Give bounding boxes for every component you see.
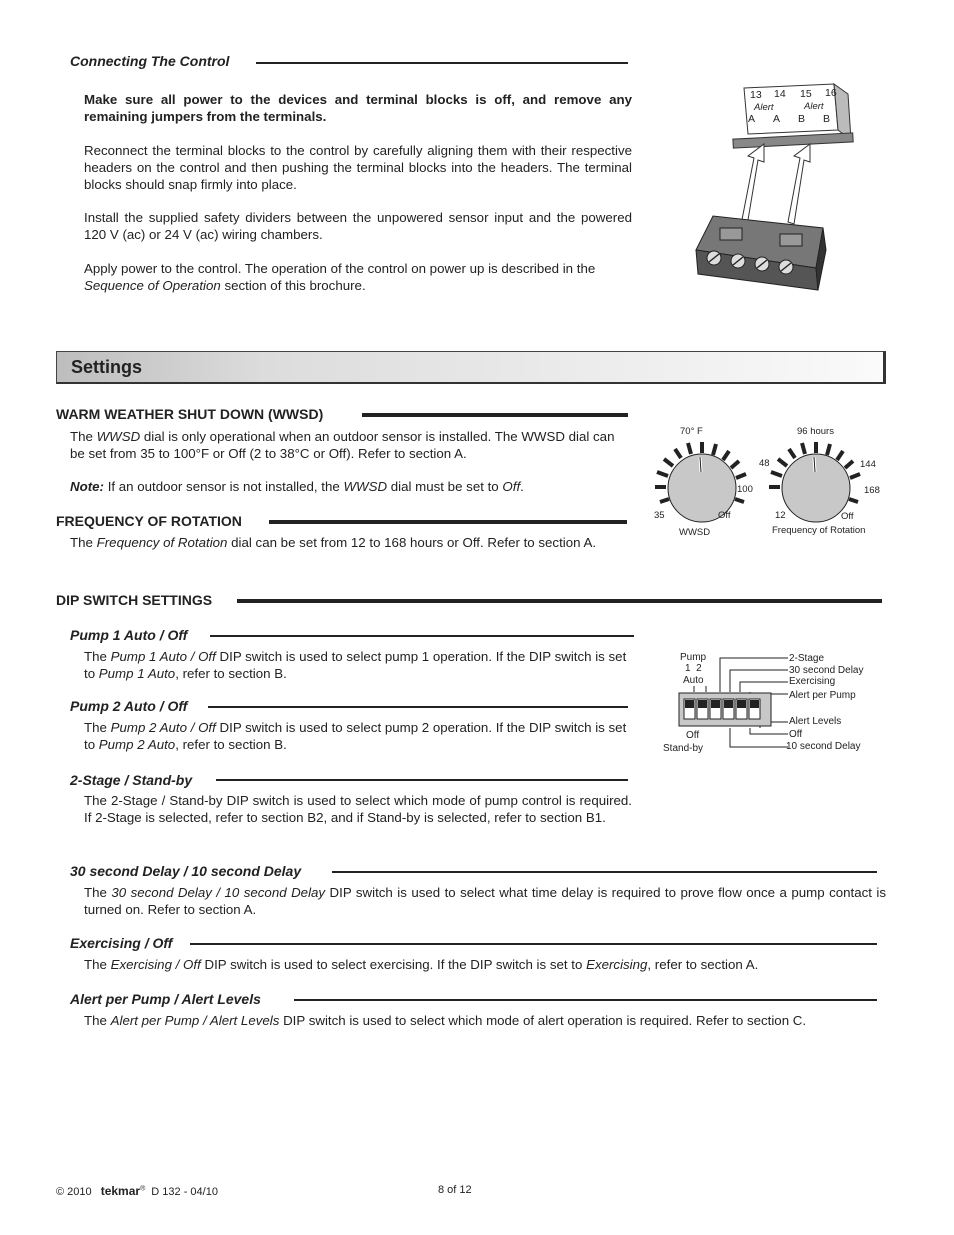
delay-em1: 30 second Delay / 10 second Delay xyxy=(111,885,326,900)
footer-left xyxy=(56,1184,218,1198)
pump2-heading: Pump 2 Auto / Off xyxy=(70,698,188,714)
stage-text: The 2-Stage / Stand-by DIP switch is used to select which mode of pump control is required. If 2-Stage is selected, refer to section B2, and if Stand-by is selected, refer to section B1. xyxy=(84,793,632,825)
wwsd-dial-name: WWSD xyxy=(679,527,711,538)
alert-heading: Alert per Pump / Alert Levels xyxy=(70,991,261,1007)
note-em2: Off xyxy=(502,479,521,494)
footer-doc: D 132 - 04/10 xyxy=(151,1186,218,1198)
dip-r4: Alert per Pump xyxy=(789,690,856,701)
wwsd-dial-min: 35 xyxy=(654,510,665,521)
note-end: . xyxy=(520,479,524,494)
settings-title: Settings xyxy=(71,357,143,377)
freq-dial-48: 48 xyxy=(759,458,770,469)
footer-brand: tekmar xyxy=(100,1184,141,1198)
dip-r2: 30 second Delay xyxy=(789,665,864,676)
term-a-1: A xyxy=(748,113,756,125)
term-alert-1: Alert xyxy=(754,102,774,113)
delay-rule xyxy=(332,871,877,873)
connect-paragraph-3 xyxy=(84,260,632,294)
footer-copyright: © 2010 xyxy=(56,1186,92,1198)
exercise-heading: Exercising / Off xyxy=(70,935,173,951)
delay-b: DIP switch is used to select what time delay is required to prove flow once a pump contact is turned on. Refer to section A. xyxy=(84,885,886,917)
note-label: Note: xyxy=(70,479,104,494)
term-15: 15 xyxy=(800,88,812,100)
note-2: dial must be set to xyxy=(390,479,499,494)
term-alert-2: Alert xyxy=(804,101,824,112)
stage-rule xyxy=(216,779,628,781)
dip-r1: 2-Stage xyxy=(789,653,825,664)
freq-text xyxy=(70,534,650,551)
pump2-em1: Pump 2 Auto / Off xyxy=(110,720,216,735)
exercise-rule xyxy=(190,943,877,945)
exercise-a: The xyxy=(84,957,107,972)
freq-dial-top: 96 hours xyxy=(797,426,834,437)
dip-pump-label: Pump xyxy=(680,652,707,663)
dip-auto-label: Auto xyxy=(683,675,704,686)
wwsd-note xyxy=(70,478,630,495)
freq-t1-em: Frequency of Rotation xyxy=(96,535,228,550)
term-14: 14 xyxy=(774,88,786,100)
dip-standby-label: Stand-by xyxy=(663,743,704,754)
wwsd-t2: dial is only operational when an outdoor sensor is installed. The WWSD dial can be set from 35 to 100°F or Off (2 to 38°C or Off). Refer to section A. xyxy=(70,429,615,461)
p3-post: section of this brochure. xyxy=(224,278,366,293)
wwsd-dial xyxy=(655,442,746,522)
delay-heading: 30 second Delay / 10 second Delay xyxy=(70,863,302,879)
wwsd-text xyxy=(70,428,630,462)
alert-em1: Alert per Pump / Alert Levels xyxy=(110,1013,280,1028)
pump2-em2: Pump 2 Auto xyxy=(98,737,176,752)
dip-r7: 10 second Delay xyxy=(786,741,861,752)
exercise-em1: Exercising / Off xyxy=(110,957,201,972)
pump2-b: DIP switch is used to select pump 2 operation. If the DIP switch is set to xyxy=(84,720,627,752)
footer-reg: ® xyxy=(140,1185,146,1193)
connect-paragraph-1: Reconnect the terminal blocks to the control by carefully aligning them with their respective headers on the control and then pushing the terminal blocks into the headers. The terminal blocks should snap firmly into place. xyxy=(84,143,632,192)
dip-off-label: Off xyxy=(686,730,700,741)
alert-b: DIP switch is used to select which mode of alert operation is required. Refer to section C. xyxy=(283,1013,807,1028)
alert-text xyxy=(84,1012,884,1029)
freq-dial-name: Frequency of Rotation xyxy=(772,525,866,536)
dip-heading-rule xyxy=(237,599,882,603)
exercise-text xyxy=(84,956,884,973)
pump2-rule xyxy=(208,706,628,708)
p3-pre: Apply power to the control. The operation of the control on power up is described in the xyxy=(84,261,596,276)
freq-dial-min: 12 xyxy=(775,510,786,521)
connect-heading-rule xyxy=(256,62,628,64)
note-1: If an outdoor sensor is not installed, the xyxy=(107,479,340,494)
freq-dial-max: 168 xyxy=(864,485,880,496)
delay-text xyxy=(84,884,886,918)
term-a-2: A xyxy=(773,113,781,125)
pump2-text xyxy=(84,719,634,753)
pump2-a: The xyxy=(84,720,107,735)
wwsd-dial-top: 70° F xyxy=(680,426,703,437)
pump1-em2: Pump 1 Auto xyxy=(98,666,176,681)
wwsd-heading: WARM WEATHER SHUT DOWN (WWSD) xyxy=(56,406,324,422)
freq-t1: The xyxy=(70,535,93,550)
freq-dial-144: 144 xyxy=(860,459,876,470)
pump1-a: The xyxy=(84,649,107,664)
pump1-em1: Pump 1 Auto / Off xyxy=(110,649,216,664)
exercise-em2: Exercising xyxy=(586,957,648,972)
wwsd-t1: The xyxy=(70,429,93,444)
term-13: 13 xyxy=(750,89,762,101)
wwsd-t1-em: WWSD xyxy=(96,429,141,444)
stage-heading: 2-Stage / Stand-by xyxy=(70,772,193,788)
pump1-rule xyxy=(210,635,634,637)
dip-heading: DIP SWITCH SETTINGS xyxy=(56,592,213,608)
alert-a: The xyxy=(84,1013,107,1028)
pump1-c: , refer to section B. xyxy=(175,666,287,681)
connect-heading: Connecting The Control xyxy=(70,53,230,69)
freq-t2: dial can be set from 12 to 168 hours or Off. Refer to section A. xyxy=(231,535,597,550)
pump1-heading: Pump 1 Auto / Off xyxy=(70,627,188,643)
wwsd-heading-rule xyxy=(362,413,628,417)
exercise-b: DIP switch is used to select exercising. If the DIP switch is set to xyxy=(204,957,583,972)
note-em: WWSD xyxy=(343,479,388,494)
footer-page: 8 of 12 xyxy=(438,1184,472,1196)
freq-dial-off: Off xyxy=(841,511,854,522)
wwsd-dial-max: 100 xyxy=(737,484,753,495)
exercise-c: , refer to section A. xyxy=(647,957,759,972)
wwsd-dial-off: Off xyxy=(718,510,731,521)
settings-banner xyxy=(56,351,886,384)
pump1-text xyxy=(84,648,634,682)
alert-rule xyxy=(294,999,877,1001)
term-b-1: B xyxy=(798,113,806,125)
delay-a: The xyxy=(84,885,107,900)
freq-heading: FREQUENCY OF ROTATION xyxy=(56,513,242,529)
p3-em: Sequence of Operation xyxy=(84,278,221,293)
term-16: 16 xyxy=(825,87,837,99)
connect-paragraph-2: Install the supplied safety dividers between the unpowered sensor input and the powered 120 V (ac) or 24 V (ac) wiring chambers. xyxy=(84,210,632,242)
freq-heading-rule xyxy=(269,520,627,524)
term-b-2: B xyxy=(823,113,831,125)
connect-warning: Make sure all power to the devices and terminal blocks is off, and remove any remaining jumpers from the terminals. xyxy=(84,92,632,124)
dip-pump-nums: 1 2 xyxy=(685,663,702,674)
pump1-b: DIP switch is used to select pump 1 operation. If the DIP switch is set to xyxy=(84,649,627,681)
dip-r3: Exercising xyxy=(789,676,836,687)
dip-r6: Off xyxy=(789,729,803,740)
pump2-c: , refer to section B. xyxy=(175,737,287,752)
dip-r5: Alert Levels xyxy=(789,716,842,727)
